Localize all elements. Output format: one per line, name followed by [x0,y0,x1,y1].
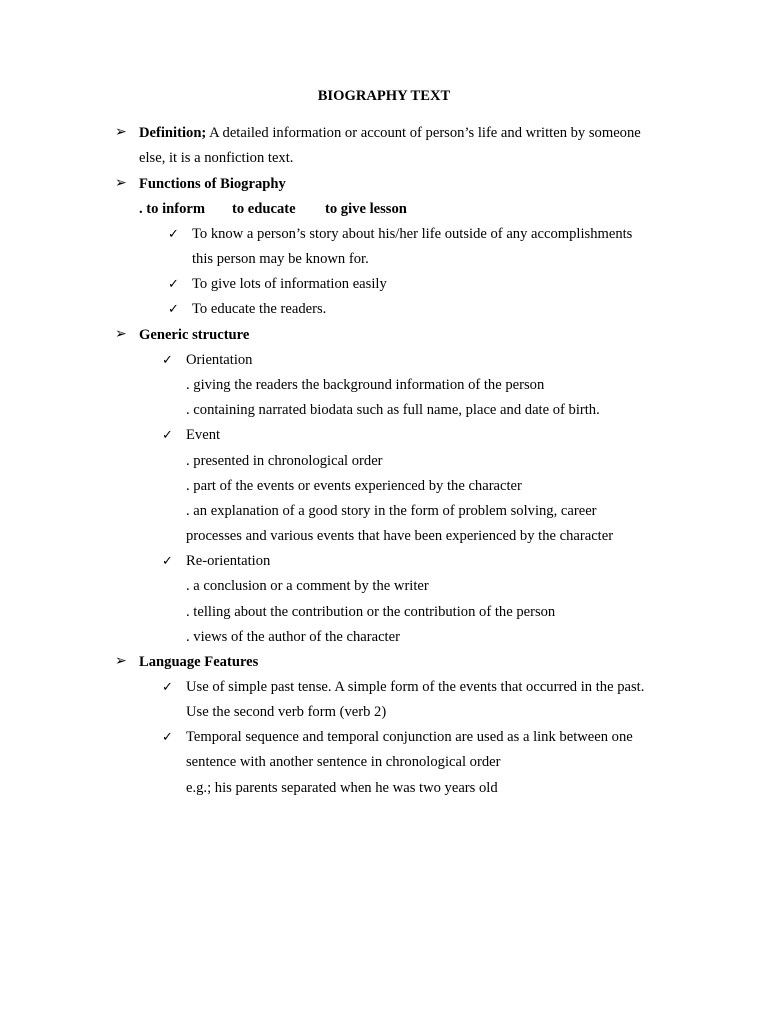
definition-line-1 [139,124,641,142]
checkmark-icon: ✓ [168,226,179,241]
function-point-cont: this person may be known for. [192,251,369,267]
event-detail: processes and various events that have been experienced by the character [186,528,614,544]
arrow-bullet-icon: ➢ [115,654,127,669]
checkmark-icon: ✓ [168,276,179,291]
function-item: to educate [232,201,296,217]
language-features-heading: Language Features [139,654,259,670]
function-item: . to inform [139,201,206,217]
checkmark-icon: ✓ [162,352,173,367]
arrow-bullet-icon: ➢ [115,125,127,140]
definition-label: Definition; [139,125,207,141]
functions-heading: Functions of Biography [139,176,286,192]
event-detail: . an explanation of a good story in the form of problem solving, career [186,503,597,519]
checkmark-icon: ✓ [168,301,179,316]
function-point: To give lots of information easily [192,276,387,292]
arrow-bullet-icon: ➢ [115,327,127,342]
page-title: BIOGRAPHY TEXT [317,88,451,104]
functions-items [139,200,407,218]
language-feature-point: Temporal sequence and temporal conjunction are used as a link between one [186,729,633,745]
reorientation-label: Re-orientation [186,553,271,569]
event-label: Event [186,427,221,443]
definition-text: A detailed information or account of person’s life and written by someone [206,125,641,141]
function-point: To educate the readers. [192,301,327,317]
orientation-label: Orientation [186,352,253,368]
function-point: To know a person’s story about his/her life outside of any accomplishments [192,226,633,242]
reorientation-detail: . telling about the contribution or the contribution of the person [186,604,556,620]
function-item: to give lesson [325,201,407,217]
language-feature-point: Use of simple past tense. A simple form of the events that occurred in the past. [186,679,645,695]
reorientation-detail: . a conclusion or a comment by the writer [186,578,429,594]
orientation-detail: . giving the readers the background information of the person [186,377,545,393]
generic-structure-heading: Generic structure [139,327,250,343]
arrow-bullet-icon: ➢ [115,176,127,191]
language-feature-example: e.g.; his parents separated when he was two years old [186,780,498,796]
language-feature-point-cont: sentence with another sentence in chronological order [186,754,501,770]
language-feature-point-cont: Use the second verb form (verb 2) [186,704,387,720]
checkmark-icon: ✓ [162,729,173,744]
event-detail: . part of the events or events experienced by the character [186,478,522,494]
checkmark-icon: ✓ [162,679,173,694]
checkmark-icon: ✓ [162,427,173,442]
event-detail: . presented in chronological order [186,453,383,469]
reorientation-detail: . views of the author of the character [186,629,400,645]
definition-line-2: else, it is a nonfiction text. [139,150,294,166]
checkmark-icon: ✓ [162,553,173,568]
orientation-detail: . containing narrated biodata such as full name, place and date of birth. [186,402,600,418]
